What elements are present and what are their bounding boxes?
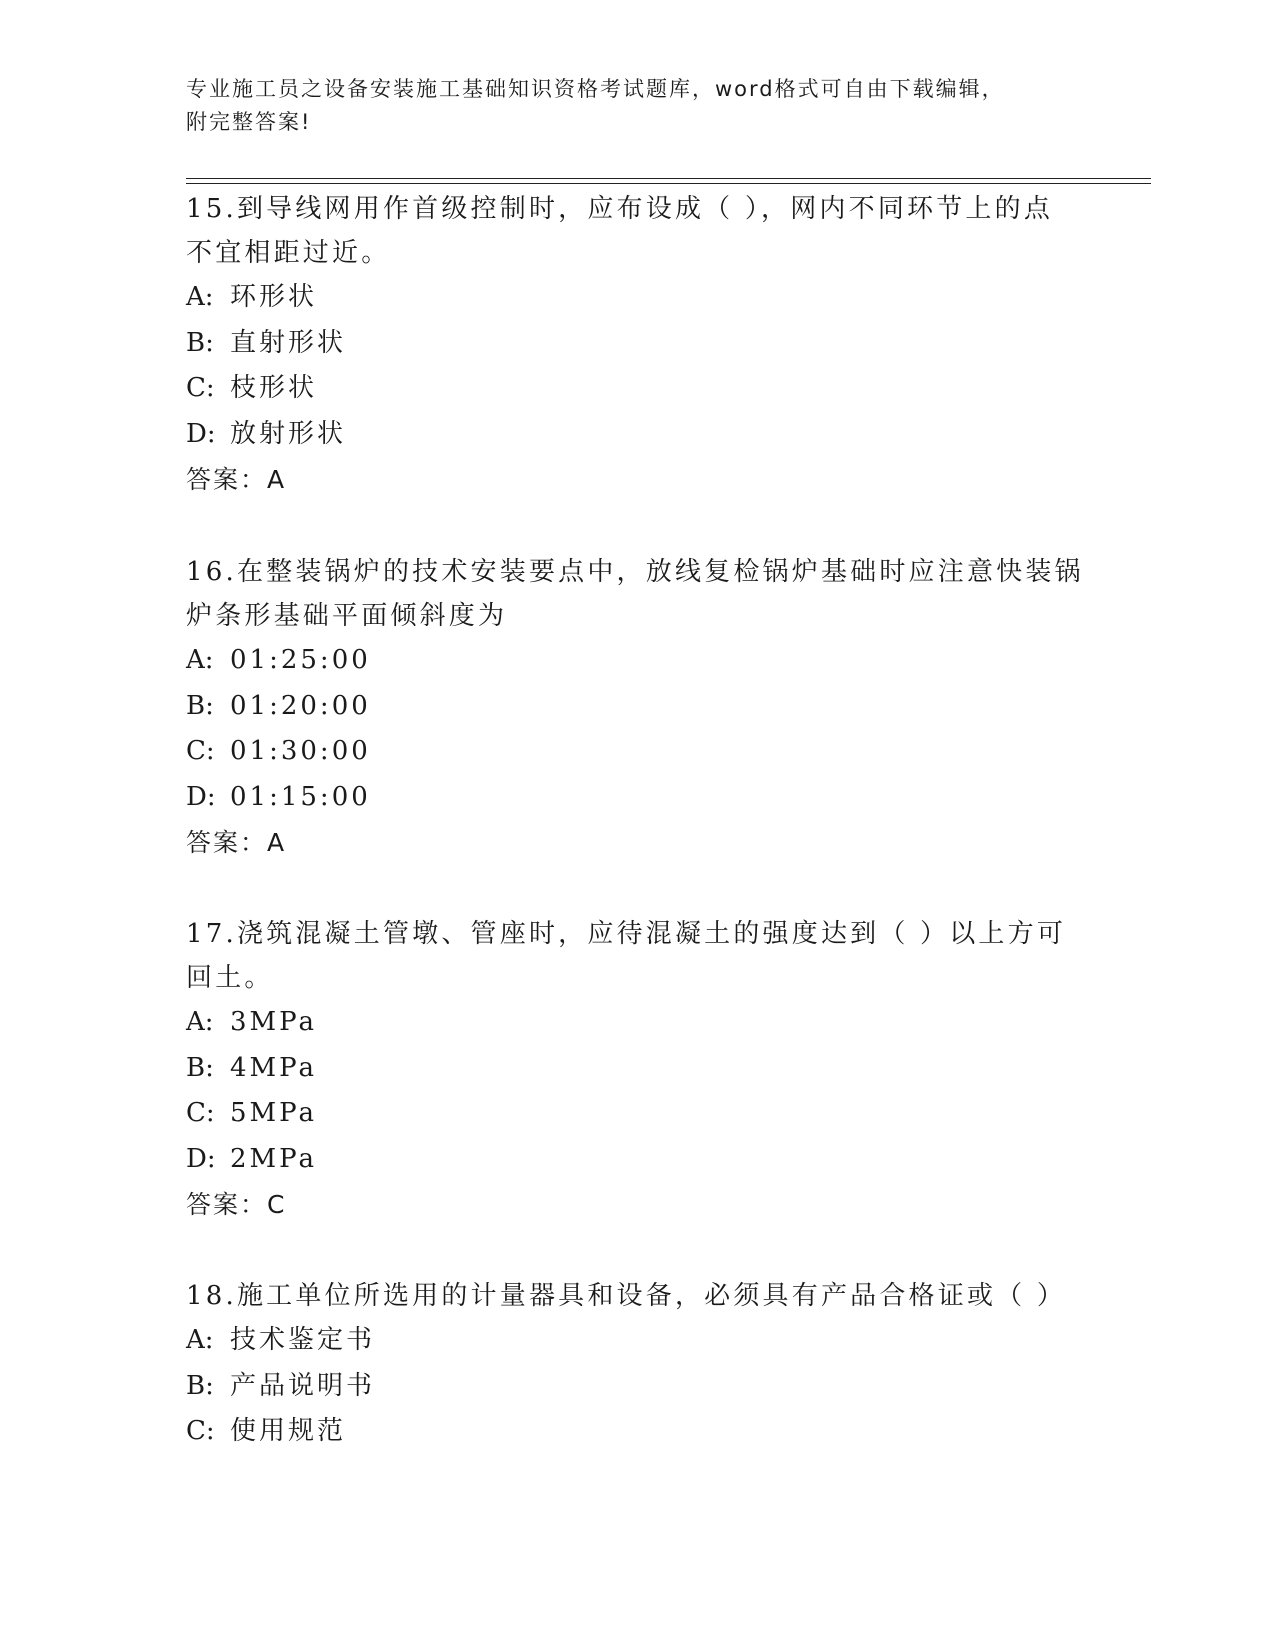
question-line: 炉条形基础平面倾斜度为 xyxy=(186,601,508,631)
question-text xyxy=(186,1274,1086,1318)
header-line-1: 专业施工员之设备安装施工基础知识资格考试题库，word格式可自由下载编辑， xyxy=(186,77,1005,101)
question-line: 17.浇筑混凝土管墩、管座时，应待混凝土的强度达到（ ）以上方可 xyxy=(186,919,1067,949)
answer-line: 答案：C xyxy=(186,1190,287,1219)
question-line: 16.在整装锅炉的技术安装要点中，放线复检锅炉基础时应注意快装锅 xyxy=(186,557,1084,587)
option-a: A: 技术鉴定书 xyxy=(186,1325,376,1355)
question-line: 18.施工单位所选用的计量器具和设备，必须具有产品合格证或（ ） xyxy=(186,1281,1067,1311)
option-b: B: 01:20:00 xyxy=(186,690,371,721)
question-line: 回土。 xyxy=(186,963,274,993)
option-d: D: 放射形状 xyxy=(186,418,347,449)
question-17 xyxy=(186,912,1086,1227)
question-18 xyxy=(186,1274,1086,1455)
question-line: 不宜相距过近。 xyxy=(186,238,391,268)
option-d: D: 2MPa xyxy=(186,1143,317,1174)
option-a: A: 01:25:00 xyxy=(186,645,371,675)
option-b: B: 直射形状 xyxy=(186,327,347,358)
option-a: A: 环形状 xyxy=(186,282,318,312)
question-text xyxy=(186,550,1086,638)
option-c: C: 01:30:00 xyxy=(186,736,371,766)
answer-line: 答案：A xyxy=(186,828,287,857)
option-b: B: 4MPa xyxy=(186,1052,317,1083)
option-b: B: 产品说明书 xyxy=(186,1370,376,1401)
question-text xyxy=(186,912,1086,1000)
header-divider-bottom xyxy=(186,183,1151,184)
option-c: C: 5MPa xyxy=(186,1098,317,1128)
document-header xyxy=(186,73,1086,139)
question-text xyxy=(186,187,1086,275)
question-15 xyxy=(186,187,1086,502)
header-divider-top xyxy=(186,178,1151,179)
option-c: C: 枝形状 xyxy=(186,373,318,403)
header-line-2: 附完整答案! xyxy=(186,110,312,134)
option-c: C: 使用规范 xyxy=(186,1416,347,1446)
option-d: D: 01:15:00 xyxy=(186,781,371,812)
question-line: 15.到导线网用作首级控制时，应布设成（ ），网内不同环节上的点 xyxy=(186,194,1054,224)
answer-line: 答案：A xyxy=(186,465,287,494)
question-16 xyxy=(186,550,1086,865)
option-a: A: 3MPa xyxy=(186,1007,317,1037)
